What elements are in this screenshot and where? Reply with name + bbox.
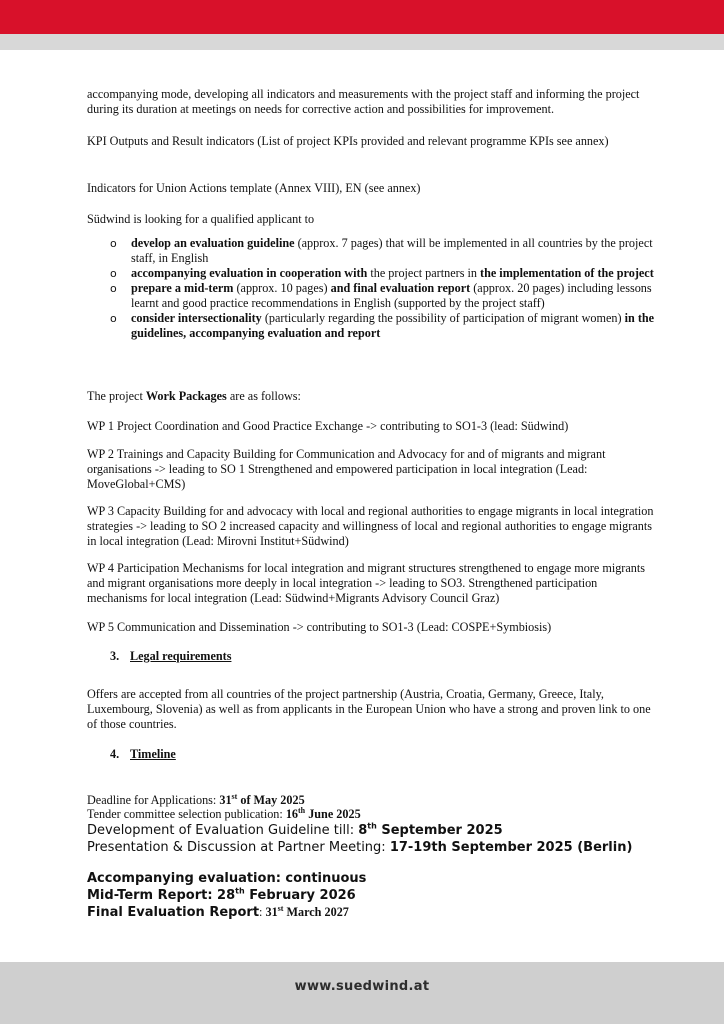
paragraph-looking-for: Südwind is looking for a qualified applicant to <box>87 212 315 226</box>
timeline-deadline: Deadline for Applications: 31st of May 2025 <box>87 791 305 807</box>
bullet-marker: o <box>110 312 117 325</box>
work-packages-intro: The project Work Packages are as follows: <box>87 389 301 403</box>
work-package-3: WP 3 Capacity Building for and advocacy with local and regional authorities to engage migrants in local integration strategies -> leading to SO 2 increased capacity and willingness of local and regional authorities to engage migrants in local integration (Lead: Mirovni Institut+Südwind) <box>87 504 654 548</box>
list-item: o accompanying evaluation in cooperation with the project partners in the implementation of the project <box>110 266 654 280</box>
work-package-5: WP 5 Communication and Dissemination -> contributing to SO1-3 (Lead: COSPE+Symbiosis) <box>87 620 552 634</box>
list-item: o prepare a mid-term (approx. 10 pages) and final evaluation report (approx. 20 pages) including lessons learnt and good practice recommendations in English (supported by the project staff) <box>110 281 652 310</box>
footer-website-link[interactable]: www.suedwind.at <box>294 979 430 994</box>
bullet-marker: o <box>110 267 117 280</box>
bullet-marker: o <box>110 237 117 250</box>
section-heading-timeline: 4. Timeline <box>110 747 176 761</box>
header-red-band <box>0 0 724 34</box>
timeline-committee: Tender committee selection publication: 16th June 2025 <box>87 805 361 821</box>
timeline-guideline: Development of Evaluation Guideline till: 8th September 2025 <box>87 821 503 838</box>
list-item: o develop an evaluation guideline (approx. 7 pages) that will be implemented in all countries by the project staff, in English <box>110 236 653 265</box>
list-item: o consider intersectionality (particularly regarding the possibility of participation of migrant women) in the guidelines, accompanying evaluation and report <box>110 311 655 340</box>
paragraph-indicators: Indicators for Union Actions template (Annex VIII), EN (see annex) <box>87 181 421 195</box>
section-heading-legal: 3. Legal requirements <box>110 649 232 663</box>
timeline-presentation: Presentation & Discussion at Partner Meeting: 17-19th September 2025 (Berlin) <box>87 840 633 855</box>
legal-requirements-text: Offers are accepted from all countries of the project partnership (Austria, Croatia, Germany, Greece, Italy, Luxembourg, Slovenia) as well as from applicants in the European Union who have a strong and proven link to one of those countries. <box>87 687 651 731</box>
paragraph-kpi: KPI Outputs and Result indicators (List of project KPIs provided and relevant programme KPIs see annex) <box>87 134 609 148</box>
header-grey-band <box>0 34 724 50</box>
applicant-tasks-list <box>87 236 657 341</box>
timeline-midterm: Mid-Term Report: 28th February 2026 <box>87 886 356 903</box>
work-package-4: WP 4 Participation Mechanisms for local integration and migrant structures strengthened to engage more migrants and migrant organisations more deeply in local integration -> leading to SO3. Strengthened participation mechanisms for local integration (Lead: Südwind+Migrants Advisory Council Graz) <box>87 561 645 605</box>
paragraph-accompanying-mode: accompanying mode, developing all indicators and measurements with the project staff and informing the project during its duration at meetings on needs for corrective action and possibilities for improvement. <box>87 87 640 116</box>
bullet-marker: o <box>110 282 117 295</box>
footer-band <box>0 962 724 1024</box>
timeline-accompanying: Accompanying evaluation: continuous <box>87 871 367 886</box>
timeline-final: Final Evaluation Report: 31st March 2027 <box>87 903 349 920</box>
work-package-1: WP 1 Project Coordination and Good Practice Exchange -> contributing to SO1-3 (lead: Südwind) <box>87 419 569 433</box>
work-package-2: WP 2 Trainings and Capacity Building for Communication and Advocacy for and of migrants and migrant organisations -> leading to SO 1 Strengthened and empowered participation in local integration (Lead: MoveGlobal+CMS) <box>87 447 606 491</box>
